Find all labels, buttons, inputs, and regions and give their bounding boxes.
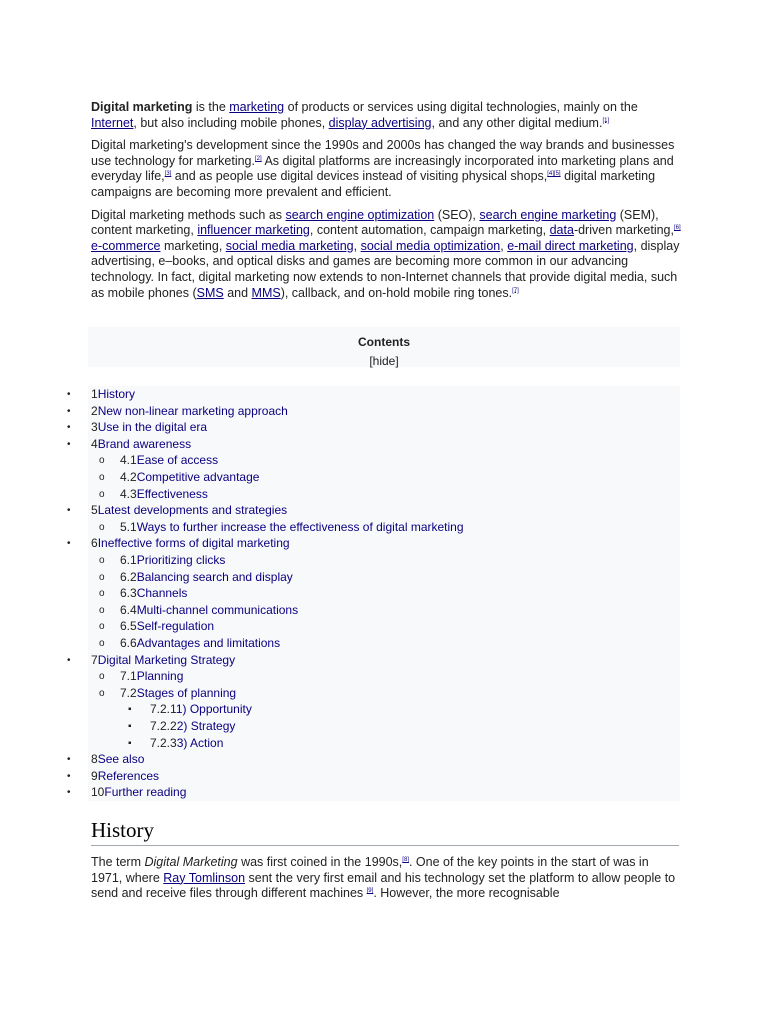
toc-item-label: Channels <box>136 586 188 601</box>
toc-item[interactable] <box>91 784 186 801</box>
bullet-marker: • <box>67 654 71 666</box>
toc-item-number: 6.5 <box>120 619 137 634</box>
toc-item[interactable] <box>91 386 135 403</box>
toc-item-label: Ineffective forms of digital marketing <box>97 536 290 551</box>
bullet-marker: • <box>67 438 71 450</box>
toc-item-number: 4.1 <box>120 453 137 468</box>
term-italic: Digital Marketing <box>144 855 238 869</box>
bullet-marker: o <box>99 638 105 649</box>
link-data[interactable]: data <box>549 223 574 238</box>
text: Digital marketing methods such as <box>91 207 286 222</box>
toc-item-label: 1) Opportunity <box>175 702 252 717</box>
toc-item[interactable] <box>120 569 293 586</box>
toc-item-number: 7.2 <box>120 685 137 700</box>
contents-hide-toggle[interactable]: [hide] <box>369 354 399 368</box>
bullet-marker: • <box>67 505 71 517</box>
text: -driven marketing, <box>573 223 674 238</box>
toc-item-number: 7.2.1 <box>150 702 176 717</box>
link-internet[interactable]: Internet <box>91 115 134 130</box>
toc-item-label: Ease of access <box>136 453 219 468</box>
toc-item[interactable] <box>120 519 464 536</box>
toc-item-label: References <box>97 768 160 783</box>
section-heading-history: History <box>91 818 679 846</box>
text: The term <box>91 855 145 869</box>
toc-item[interactable] <box>120 552 225 569</box>
toc-item[interactable] <box>91 419 207 436</box>
toc-item-number: 1 <box>91 387 98 401</box>
citation-6[interactable]: [6] <box>673 225 681 231</box>
toc-item-label: Brand awareness <box>97 436 192 451</box>
text: , <box>500 238 508 253</box>
toc-item[interactable] <box>91 768 159 785</box>
toc-item-label: See also <box>97 752 145 767</box>
toc-item-number: 7.2.3 <box>150 735 177 750</box>
toc-item[interactable] <box>120 668 183 685</box>
toc-item-number: 6.1 <box>120 553 137 567</box>
toc-item-number: 6 <box>91 536 98 551</box>
toc-item[interactable] <box>120 618 214 635</box>
link-email-direct-marketing[interactable]: e-mail direct marketing <box>507 238 634 253</box>
bullet-marker: o <box>99 571 105 583</box>
toc-item[interactable] <box>150 735 223 752</box>
term-bold: Digital marketing <box>91 100 193 114</box>
citation-1[interactable]: [1] <box>602 117 610 124</box>
bullet-marker: • <box>67 787 71 799</box>
citation-9[interactable]: [9] <box>366 888 374 895</box>
toc-item-number: 6.6 <box>120 636 137 650</box>
link-e-commerce[interactable]: e-commerce <box>91 238 161 253</box>
toc-item-label: Ways to further increase the effectiveness of digital marketing <box>136 519 464 534</box>
link-display-advertising[interactable]: display advertising <box>328 115 432 130</box>
citation-2[interactable]: [2] <box>254 155 262 162</box>
bullet-marker: o <box>99 455 105 467</box>
article-intro <box>91 100 681 308</box>
toc-item-label: 3) Action <box>176 735 224 750</box>
toc-item-label: Use in the digital era <box>97 420 208 435</box>
toc-item-number: 6.3 <box>120 586 137 601</box>
text: , display advertising, e–books, and optical disks and games are becoming more common in our advancing technology. In fact, digital marketing now extends to non-Internet channels that provide digital media, such as mobile phones ( <box>91 238 680 300</box>
toc-item-number: 4 <box>91 436 98 451</box>
table-of-contents-header <box>88 327 680 367</box>
bullet-marker: o <box>99 588 105 600</box>
toc-row-background <box>88 386 680 403</box>
bullet-marker: o <box>99 555 105 566</box>
text: digital marketing campaigns are becoming more prevalent and efficient. <box>91 169 656 199</box>
citation-4-5[interactable]: [4][5] <box>547 171 561 178</box>
history-section <box>91 855 681 909</box>
text: is the <box>192 100 230 114</box>
toc-item-label: 2) Strategy <box>176 719 236 733</box>
toc-item-number: 7 <box>91 652 98 667</box>
bullet-marker: • <box>67 389 71 400</box>
toc-item-number: 4.2 <box>120 470 137 484</box>
toc-item-number: 6.4 <box>120 602 137 617</box>
toc-item-label: Latest developments and strategies <box>97 503 288 518</box>
bullet-marker: o <box>99 521 105 533</box>
link-social-media-marketing[interactable]: social media marketing <box>225 238 354 253</box>
text: (SEM), content marketing, <box>91 207 659 238</box>
toc-item-number: 6.2 <box>120 569 137 584</box>
toc-item-label: Stages of planning <box>136 685 237 700</box>
toc-item-number: 8 <box>91 752 98 767</box>
bullet-marker: o <box>99 621 105 633</box>
toc-item-label: Advantages and limitations <box>136 636 281 650</box>
text: , <box>353 238 361 253</box>
intro-paragraph-3 <box>91 208 681 302</box>
toc-item[interactable] <box>150 701 252 718</box>
toc-item-number: 5.1 <box>120 519 137 534</box>
toc-item-label: Effectiveness <box>136 486 208 501</box>
bullet-marker: o <box>99 472 105 483</box>
bullet-marker: ▪ <box>128 704 132 716</box>
text: and <box>223 285 252 300</box>
citation-8[interactable]: [8] <box>402 856 409 863</box>
toc-item[interactable] <box>120 486 208 503</box>
bullet-marker: o <box>99 687 105 699</box>
toc-item[interactable] <box>120 685 236 702</box>
toc-item-number: 4.3 <box>120 486 137 501</box>
toc-item[interactable] <box>91 652 235 669</box>
toc-item-number: 9 <box>91 768 98 783</box>
text: marketing, <box>160 238 226 253</box>
toc-item[interactable] <box>120 602 298 619</box>
link-marketing[interactable]: marketing <box>229 100 285 114</box>
toc-row-background <box>88 751 680 768</box>
contents-title: Contents <box>358 335 410 349</box>
text: , content automation, campaign marketing, <box>309 223 550 238</box>
bullet-marker: • <box>67 538 71 550</box>
bullet-marker: • <box>67 422 71 434</box>
toc-item-number: 3 <box>91 420 98 435</box>
text: was first coined in the 1990s, <box>237 855 403 869</box>
toc-item[interactable] <box>120 469 259 486</box>
text: As digital platforms are increasingly incorporated into marketing plans and everyday life, <box>91 153 674 184</box>
text: , and any other digital medium. <box>431 115 603 130</box>
text: ), callback, and on-hold mobile ring tones. <box>280 285 513 300</box>
toc-item-label: Multi-channel communications <box>136 602 299 617</box>
bullet-marker: • <box>67 405 71 417</box>
toc-item-label: Competitive advantage <box>136 470 260 484</box>
bullet-marker: o <box>99 488 105 500</box>
toc-item-label: History <box>97 387 136 401</box>
toc-item[interactable] <box>120 635 280 652</box>
toc-item[interactable] <box>150 718 235 735</box>
text: (SEO), <box>434 207 480 222</box>
bullet-marker: ▪ <box>128 737 132 749</box>
bullet-marker: ▪ <box>128 721 132 732</box>
toc-item[interactable] <box>91 436 191 453</box>
toc-item-label: Digital Marketing Strategy <box>97 652 236 667</box>
history-paragraph-1 <box>91 855 681 902</box>
toc-item-label: Prioritizing clicks <box>136 553 226 567</box>
toc-item-number: 7.1 <box>120 669 137 684</box>
toc-item-number: 10 <box>91 785 105 800</box>
toc-item-label: Balancing search and display <box>136 569 293 584</box>
toc-item[interactable] <box>120 452 218 469</box>
link-ray-tomlinson[interactable]: Ray Tomlinson <box>163 870 246 885</box>
citation-3[interactable]: [3] <box>164 171 172 178</box>
toc-item[interactable] <box>120 585 187 602</box>
text: and as people use digital devices instead of visiting physical shops, <box>171 169 548 184</box>
toc-item-number: 7.2.2 <box>150 719 177 733</box>
text: of products or services using digital technologies, mainly on the <box>284 100 638 114</box>
toc-item[interactable] <box>91 502 287 519</box>
toc-item-number: 5 <box>91 503 98 518</box>
toc-item-number: 2 <box>91 403 98 418</box>
toc-item[interactable] <box>91 403 288 420</box>
link-mms[interactable]: MMS <box>251 285 281 300</box>
bullet-marker: o <box>99 604 105 616</box>
text: sent the very first email and his technology set the platform to allow people to send and receive files through different machines <box>91 870 676 901</box>
bullet-marker: • <box>67 754 71 766</box>
toc-item-label: Planning <box>136 669 184 684</box>
link-sms[interactable]: SMS <box>196 285 224 300</box>
toc-item[interactable] <box>91 751 144 768</box>
toc-row-background <box>88 768 680 785</box>
link-seo[interactable]: search engine optimization <box>285 207 435 222</box>
text: . However, the more recognisable <box>373 886 560 901</box>
text: , but also including mobile phones, <box>133 115 329 130</box>
link-influencer-marketing[interactable]: influencer marketing <box>197 223 310 238</box>
link-sem[interactable]: search engine marketing <box>479 207 617 222</box>
bullet-marker: • <box>67 770 71 782</box>
link-social-media-optimization[interactable]: social media optimization <box>360 238 501 253</box>
intro-paragraph-1 <box>91 100 681 131</box>
toc-item[interactable] <box>91 535 290 552</box>
toc-item-label: Further reading <box>104 785 187 800</box>
text: . One of the key points in the start of was in 1971, where <box>91 855 649 885</box>
citation-7[interactable]: [7] <box>512 287 519 294</box>
text: Digital marketing's development since the 1990s and 2000s has changed the way brands and businesses use technology for marketing. <box>91 138 675 168</box>
intro-paragraph-2 <box>91 138 681 200</box>
toc-item-label: Self-regulation <box>136 619 215 634</box>
bullet-marker: o <box>99 671 105 683</box>
toc-item-label: New non-linear marketing approach <box>97 403 288 418</box>
